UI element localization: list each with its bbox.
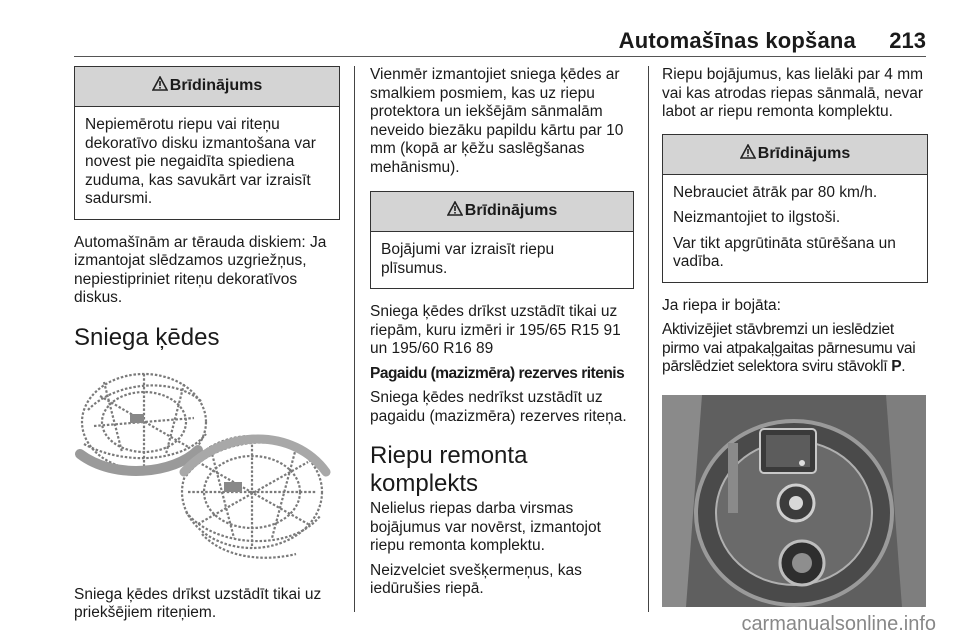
- warning-text: Bojājumi var izraisīt riepu plīsumus.: [381, 241, 555, 277]
- page-number: 213: [889, 28, 926, 53]
- gear-p-label: P: [891, 358, 902, 375]
- temporary-spare-paragraph: Sniega ķēdes nedrīkst uzstādīt uz pagaidu (mazizmēra) rezerves riteņa.: [370, 389, 627, 425]
- snow-chains-caption: Sniega ķēdes drīkst uzstādīt tikai uz priekšējiem riteņiem.: [74, 585, 322, 621]
- warning-triangle-icon: [152, 76, 168, 97]
- column-divider-2: [648, 66, 649, 612]
- warning-header: [75, 67, 339, 107]
- warning-line: Var tikt apgrūtināta stūrēšana un vadība.: [673, 234, 896, 270]
- foreign-objects-paragraph: Neizvelciet svešķermeņus, kas iedūrušies riepā.: [370, 561, 582, 597]
- warning-line: Neizmantojiet to ilgstoši.: [673, 209, 841, 226]
- parking-brake-paragraph: Aktivizējiet stāvbremzi un ieslēdziet pirmo vai atpakaļgaitas pārnesumu vai pārslēdziet selektora sviru stāvoklī P.: [662, 321, 916, 375]
- page-header: [74, 28, 926, 52]
- warning-box-speed: [662, 134, 928, 283]
- subheading-temporary-spare: Pagaidu (mazizmēra) rezerves ritenis: [370, 364, 625, 382]
- warning-title: Brīdinājums: [757, 144, 851, 162]
- warning-text: Nepiemērotu riepu vai riteņu dekoratīvo disku izmantošana var novest pie negaidīta spiediena zuduma, kas savukārt var izraisīt sadursmi.: [85, 116, 316, 207]
- damage-size-paragraph: Riepu bojājumus, kas lielāki par 4 mm vai kas atrodas riepas sānmalā, nevar labot ar riepu remonta komplektu.: [662, 66, 924, 120]
- tire-sizes-paragraph: Sniega ķēdes drīkst uzstādīt tikai uz riepām, kuru izmēri ir 195/65 R15 91 un 195/60 R16 89: [370, 303, 621, 357]
- snow-chains-image: [74, 362, 340, 570]
- section-heading-repair-kit: Riepu remonta komplekts: [370, 442, 528, 497]
- column-3: [662, 66, 928, 607]
- warning-body: [663, 175, 927, 282]
- column-2: [370, 66, 634, 599]
- column-divider-1: [354, 66, 355, 612]
- warning-body: [371, 232, 633, 288]
- warning-line: Nebrauciet ātrāk par 80 km/h.: [673, 183, 878, 201]
- header-rule: [74, 56, 926, 57]
- column-1: [74, 66, 340, 623]
- trunk-repair-kit-image: [662, 395, 926, 607]
- warning-header: [371, 192, 633, 232]
- if-damaged-paragraph: Ja riepa ir bojāta:: [662, 296, 781, 314]
- repair-kit-paragraph: Nelielus riepas darba virsmas bojājumus var novērst, izmantojot riepu remonta komplektu.: [370, 500, 601, 554]
- warning-box-rims: [74, 66, 340, 220]
- warning-title: Brīdinājums: [464, 202, 558, 220]
- warning-header: [663, 135, 927, 175]
- warning-triangle-icon: [447, 201, 463, 222]
- section-heading-snow-chains: Sniega ķēdes: [74, 323, 220, 351]
- page-title: Automašīnas kopšana: [618, 28, 856, 53]
- steel-rims-paragraph: Automašīnām ar tērauda diskiem: Ja izmantojat slēdzamos uzgriežņus, nepiestipriniet riteņu dekoratīvos diskus.: [74, 233, 327, 306]
- warning-triangle-icon: [740, 144, 756, 165]
- warning-title: Brīdinājums: [169, 77, 263, 95]
- watermark: carmanualsonline.info: [741, 613, 936, 635]
- chain-links-paragraph: Vienmēr izmantojiet sniega ķēdes ar smalkiem posmiem, kas uz riepu protektora un iekšējām sānmalām neveido biezāku papildu kārtu par 10 mm (kopā ar ķēžu saslēgšanas mehānismu).: [370, 66, 624, 176]
- warning-box-damage: [370, 191, 634, 289]
- warning-body: [75, 107, 339, 219]
